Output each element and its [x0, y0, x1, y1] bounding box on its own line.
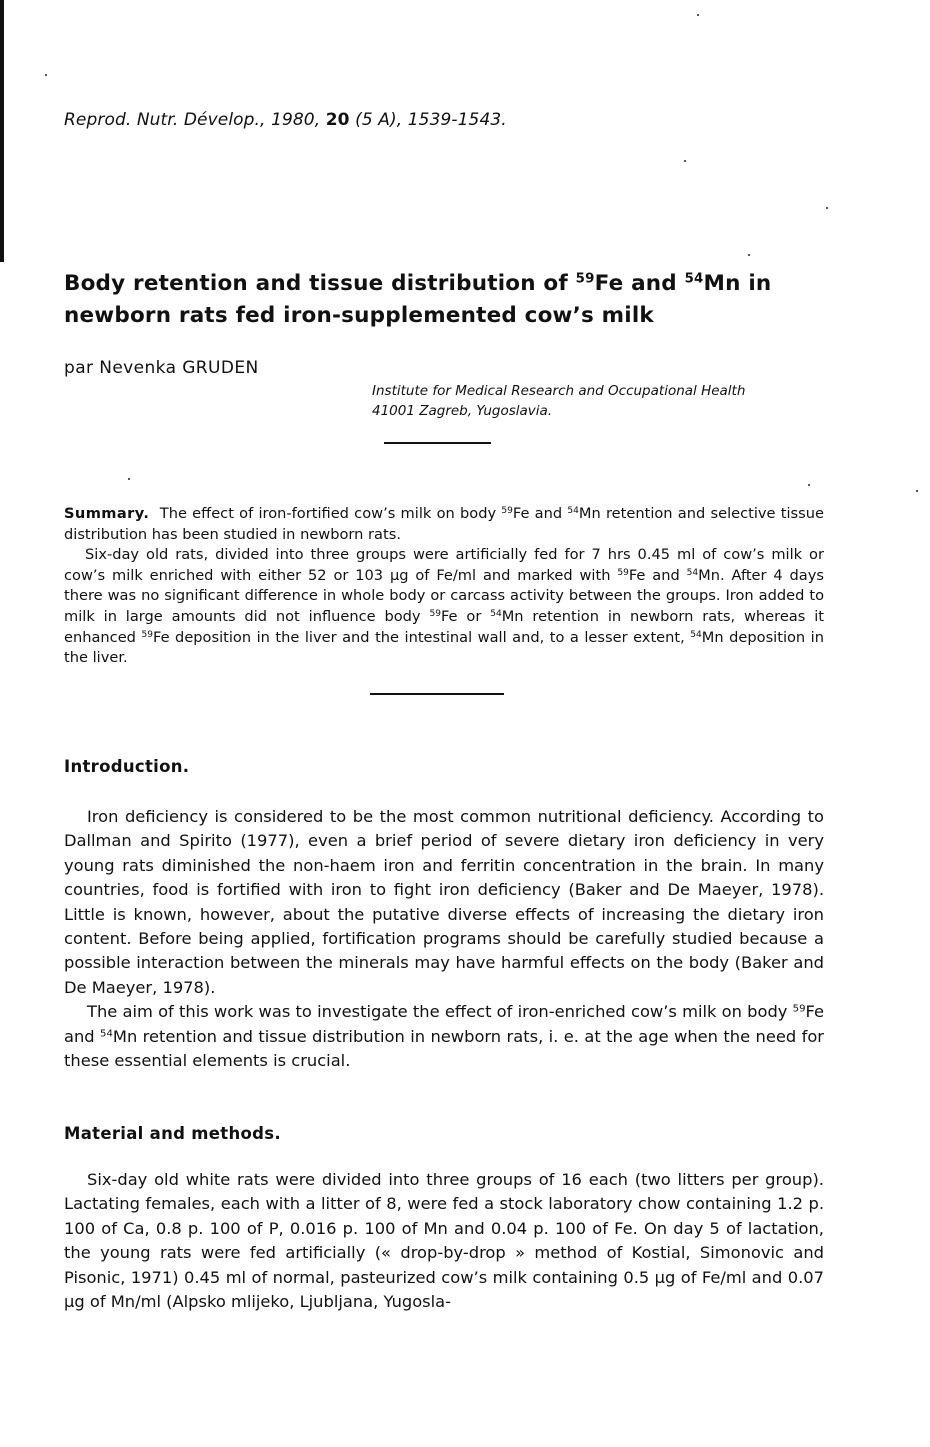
separator-rule — [384, 442, 491, 444]
summary-lead: Summary. — [64, 505, 150, 522]
summary-abstract — [64, 504, 824, 669]
journal-citation — [64, 110, 507, 130]
scan-speck — [684, 160, 686, 162]
scan-speck — [916, 490, 918, 492]
scan-speck — [45, 74, 47, 76]
affiliation-line: 41001 Zagreb, Yugoslavia. — [372, 403, 553, 419]
body-paragraph: Iron deficiency is considered to be the most common nutritional deficiency. According to Dallman and Spirito (1977), even a brief period of severe dietary iron deficiency in very young rats diminished the non-haem iron and ferritin concentration in the brain. In many countries, food is fortified with iron to fight iron deficiency (Baker and De Maeyer, 1978). Little is known, however, about the putative diverse effects of increasing the dietary iron content. Before being applied, fortification programs should be carefully studied because a possible interaction between the minerals may have harmful effects on the body (Baker and De Maeyer, 1978). — [64, 807, 824, 997]
article-title: Body retention and tissue distribution of $^{59}$Fe and $^{54}$Mn in newborn rats fed iron-supplemented cow’s milk — [64, 271, 772, 328]
scan-speck — [748, 254, 750, 256]
scan-speck — [128, 478, 130, 480]
methods-heading: Material and methods. — [64, 1124, 281, 1143]
journal-volume: 20 — [325, 110, 350, 130]
methods-body — [64, 1168, 824, 1314]
journal-name: Reprod. Nutr. Dévelop., — [64, 110, 266, 130]
scan-speck — [826, 207, 828, 209]
introduction-body — [64, 805, 824, 1073]
affiliation-line: Institute for Medical Research and Occupational Health — [372, 383, 746, 399]
journal-issue-pages: (5 A), 1539-1543. — [355, 110, 507, 130]
body-paragraph: The aim of this work was to investigate the effect of iron-enriched cow’s milk on body $^{59}$Fe and $^{54}$Mn retention and tissue distribution in newborn rats, i. e. at the age when the need for these essential elements is crucial. — [64, 1002, 824, 1071]
scan-edge-mark — [0, 0, 4, 262]
scan-speck — [808, 484, 810, 486]
author-affiliation — [372, 381, 745, 421]
summary-paragraph: Six-day old rats, divided into three groups were artificially fed for 7 hrs 0.45 ml of cow’s milk or cow’s milk enriched with either 52 or 103 µg of Fe/ml and marked with $^{59}$Fe and $^{54}$Mn. After 4 days there was no significant difference in whole body or carcass activity between the groups. Iron added to milk in large amounts did not influence body $^{59}$Fe or $^{54}$Mn retention in newborn rats, whereas it enhanced $^{59}$Fe deposition in the liver and the intestinal wall and, to a lesser extent, $^{54}$Mn deposition in the liver. — [64, 546, 824, 667]
author-line: par Nevenka GRUDEN — [64, 358, 259, 378]
scan-speck — [697, 14, 699, 16]
journal-year: 1980, — [271, 110, 321, 130]
body-paragraph: Six-day old white rats were divided into three groups of 16 each (two litters per group). Lactating females, each with a litter of 8, were fed a stock laboratory chow containing 1.2 p. 100 of Ca, 0.8 p. 100 of P, 0.016 p. 100 of Mn and 0.04 p. 100 of Fe. On day 5 of lactation, the young rats were fed artificially (« drop-by-drop » method of Kostial, Simonovic and Pisonic, 1971) 0.45 ml of normal, pasteurized cow’s milk containing 0.5 µg of Fe/ml and 0.07 µg of Mn/ml (Alpsko mlijeko, Ljubljana, Yugosla- — [64, 1170, 824, 1312]
summary-paragraph: Summary. The effect of iron-fortified cow’s milk on body $^{59}$Fe and $^{54}$Mn retention and selective tissue distribution has been studied in newborn rats. — [64, 505, 824, 543]
separator-rule — [370, 693, 504, 695]
introduction-heading: Introduction. — [64, 757, 190, 776]
